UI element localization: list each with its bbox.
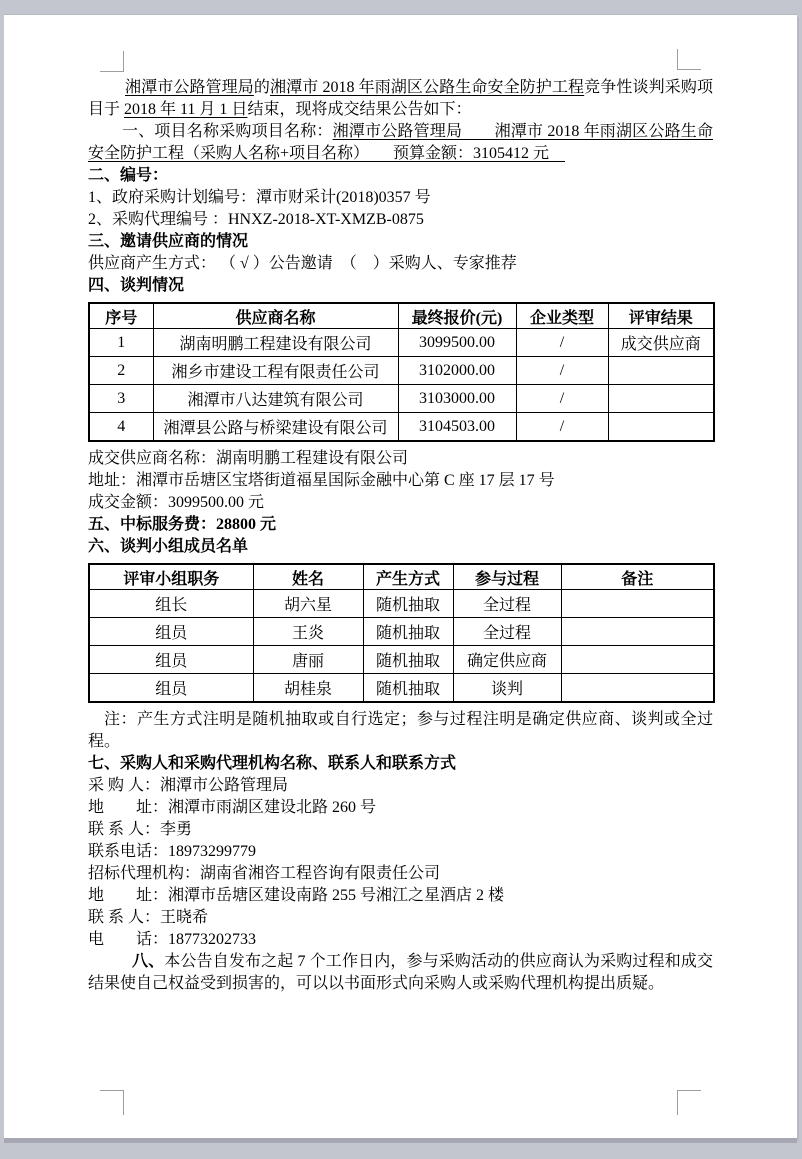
text-segment: 本公告自发布之起 7 个工作日内，参与采购活动的供应商认为采购过程和成交结果使自己权益受到损害的，可以以书面形式向采购人或采购代理机构提出质疑。: [88, 953, 713, 992]
table-cell: 湘潭市八达建筑有限公司: [153, 385, 398, 413]
section8-paragraph: [88, 951, 713, 995]
text-segment: 四、谈判情况: [88, 277, 185, 294]
table-cell: [608, 413, 714, 442]
text-segment: 湘潭市公路管理局: [125, 79, 254, 96]
section7-heading: [88, 753, 713, 775]
table-cell: 随机抽取: [363, 590, 453, 618]
column-header: 评审小组职务: [89, 564, 253, 590]
table-cell: /: [516, 385, 608, 413]
table-cell: [608, 357, 714, 385]
section3-heading: [88, 231, 713, 253]
table-cell: 随机抽取: [363, 618, 453, 646]
table-row: [89, 329, 714, 357]
column-header: 姓名: [253, 564, 363, 590]
table-cell: 王炎: [253, 618, 363, 646]
table-row: [89, 646, 714, 674]
buyer-line: [88, 775, 713, 797]
table-row: [89, 385, 714, 413]
margin-crop-mark-bottom-left: [100, 1090, 124, 1115]
section5-heading: [88, 514, 713, 536]
text-segment: 地 址：湘潭市雨湖区建设北路 260 号: [88, 799, 377, 816]
table-row: [89, 590, 714, 618]
table-cell: 3103000.00: [398, 385, 516, 413]
text-segment: 采 购 人：湘潭市公路管理局: [88, 777, 289, 794]
text-segment: 电 话：18773202733: [88, 931, 257, 948]
text-segment: 结束，现将成交结果公告如下：: [247, 101, 472, 118]
table-cell: 3102000.00: [398, 357, 516, 385]
table-cell: 谈判: [453, 674, 561, 703]
agency-line: [88, 863, 713, 885]
column-header: 产生方式: [363, 564, 453, 590]
table-cell: [608, 385, 714, 413]
table-cell: [561, 646, 714, 674]
text-segment: 二、编号：: [88, 167, 169, 184]
plan-number-line: [88, 187, 713, 209]
text-segment: 成交金额：3099500.00 元: [88, 494, 265, 511]
text-segment: 五、中标服务费：28800 元: [88, 516, 277, 533]
table-cell: 确定供应商: [453, 646, 561, 674]
table-row: [89, 357, 714, 385]
table-cell: 组员: [89, 674, 253, 703]
text-segment: 湘潭市 2018 年雨湖区公路生命安全防护工程: [270, 79, 585, 96]
text-segment: 联 系 人：李勇: [88, 821, 193, 838]
margin-crop-mark-bottom-right: [677, 1090, 701, 1115]
text-segment: 的: [253, 79, 271, 96]
document-page: [4, 14, 797, 1138]
agency-phone-line: [88, 929, 713, 951]
text-segment: 三、邀请供应商的情况: [88, 233, 249, 250]
table-cell: 3: [89, 385, 153, 413]
buyer-contact-line: [88, 819, 713, 841]
text-segment: 地 址：湘潭市岳塘区建设南路 255 号湘江之星酒店 2 楼: [88, 887, 505, 904]
table-cell: 全过程: [453, 590, 561, 618]
text-segment: 供应商产生方式： （ √ ）公告邀请 （ ）采购人、专家推荐: [88, 255, 517, 272]
text-segment: 六、谈判小组成员名单: [88, 538, 249, 555]
document-content: [88, 77, 713, 995]
table-cell: /: [516, 329, 608, 357]
column-header: 序号: [89, 303, 153, 329]
winner-amount-line: [88, 492, 713, 514]
negotiation-table: [88, 302, 715, 442]
text-segment: 八、: [132, 953, 165, 970]
table-cell: 胡桂泉: [253, 674, 363, 703]
agency-contact-line: [88, 907, 713, 929]
table-cell: 组长: [89, 590, 253, 618]
note-paragraph: [88, 709, 713, 753]
table-cell: [561, 674, 714, 703]
table-cell: 3099500.00: [398, 329, 516, 357]
table-cell: 2: [89, 357, 153, 385]
table-cell: 随机抽取: [363, 646, 453, 674]
column-header: 最终报价(元): [398, 303, 516, 329]
table-row: [89, 413, 714, 442]
agency-address-line: [88, 885, 713, 907]
table-cell: 成交供应商: [608, 329, 714, 357]
table-cell: 全过程: [453, 618, 561, 646]
text-segment: 2、采购代理编号 ：HNXZ-2018-XT-XMZB-0875: [88, 211, 424, 228]
column-header: 参与过程: [453, 564, 561, 590]
section1-project-name: [88, 121, 713, 165]
text-segment: 联系电话：18973299779: [88, 843, 257, 860]
column-header: 供应商名称: [153, 303, 398, 329]
text-segment: 成交供应商名称：湖南明鹏工程建设有限公司: [88, 450, 409, 467]
text-segment: 地址：湘潭市岳塘区宝塔街道福星国际金融中心第 C 座 17 层 17 号: [88, 472, 555, 489]
table-cell: 3104503.00: [398, 413, 516, 442]
table-header-row: [89, 564, 714, 590]
text-segment: 七、采购人和采购代理机构名称、联系人和联系方式: [88, 755, 457, 772]
buyer-address-line: [88, 797, 713, 819]
intro-paragraph: [88, 77, 713, 121]
winner-name-line: [88, 448, 713, 470]
table-cell: [561, 618, 714, 646]
table-cell: 1: [89, 329, 153, 357]
table-row: [89, 618, 714, 646]
column-header: 企业类型: [516, 303, 608, 329]
table-cell: 随机抽取: [363, 674, 453, 703]
table-cell: [561, 590, 714, 618]
text-segment: 注：产生方式注明是随机抽取或自行选定；参与过程注明是确定供应商、谈判或全过程。: [88, 711, 713, 750]
supplier-method-line: [88, 253, 713, 275]
table-cell: 湖南明鹏工程建设有限公司: [153, 329, 398, 357]
table-row: [89, 674, 714, 703]
text-segment: 一、项目名称采购项目名称：: [122, 123, 333, 140]
table-cell: 组员: [89, 646, 253, 674]
text-segment: 1、政府采购计划编号：潭市财采计(2018)0357 号: [88, 189, 431, 206]
table-cell: 唐丽: [253, 646, 363, 674]
table-cell: 4: [89, 413, 153, 442]
table-cell: /: [516, 413, 608, 442]
table-cell: 胡六星: [253, 590, 363, 618]
column-header: 评审结果: [608, 303, 714, 329]
text-segment: 联 系 人：王晓希: [88, 909, 209, 926]
table-header-row: [89, 303, 714, 329]
column-header: 备注: [561, 564, 714, 590]
table-cell: /: [516, 357, 608, 385]
table-cell: 组员: [89, 618, 253, 646]
text-segment: 湘潭市公路管理局 湘潭市 2018 年雨湖区公路生命安全防护工程（采购人名称+项目名称） 预算金额：3105412 元: [88, 123, 713, 162]
text-segment: 竞争性谈判采购项目于: [88, 79, 713, 118]
table-cell: 湘乡市建设工程有限责任公司: [153, 357, 398, 385]
section4-heading: [88, 275, 713, 297]
table-cell: 湘潭县公路与桥梁建设有限公司: [153, 413, 398, 442]
text-segment: 招标代理机构：湖南省湘咨工程咨询有限责任公司: [88, 865, 441, 882]
buyer-phone-line: [88, 841, 713, 863]
section2-heading: [88, 165, 713, 187]
agency-number-line: [88, 209, 713, 231]
text-segment: 2018 年 11 月 1 日: [124, 101, 248, 118]
winner-addr-line: [88, 470, 713, 492]
panel-table: [88, 563, 715, 703]
margin-crop-mark-top-right: [677, 49, 701, 70]
margin-crop-mark-top-left: [100, 51, 124, 72]
section6-heading: [88, 536, 713, 558]
